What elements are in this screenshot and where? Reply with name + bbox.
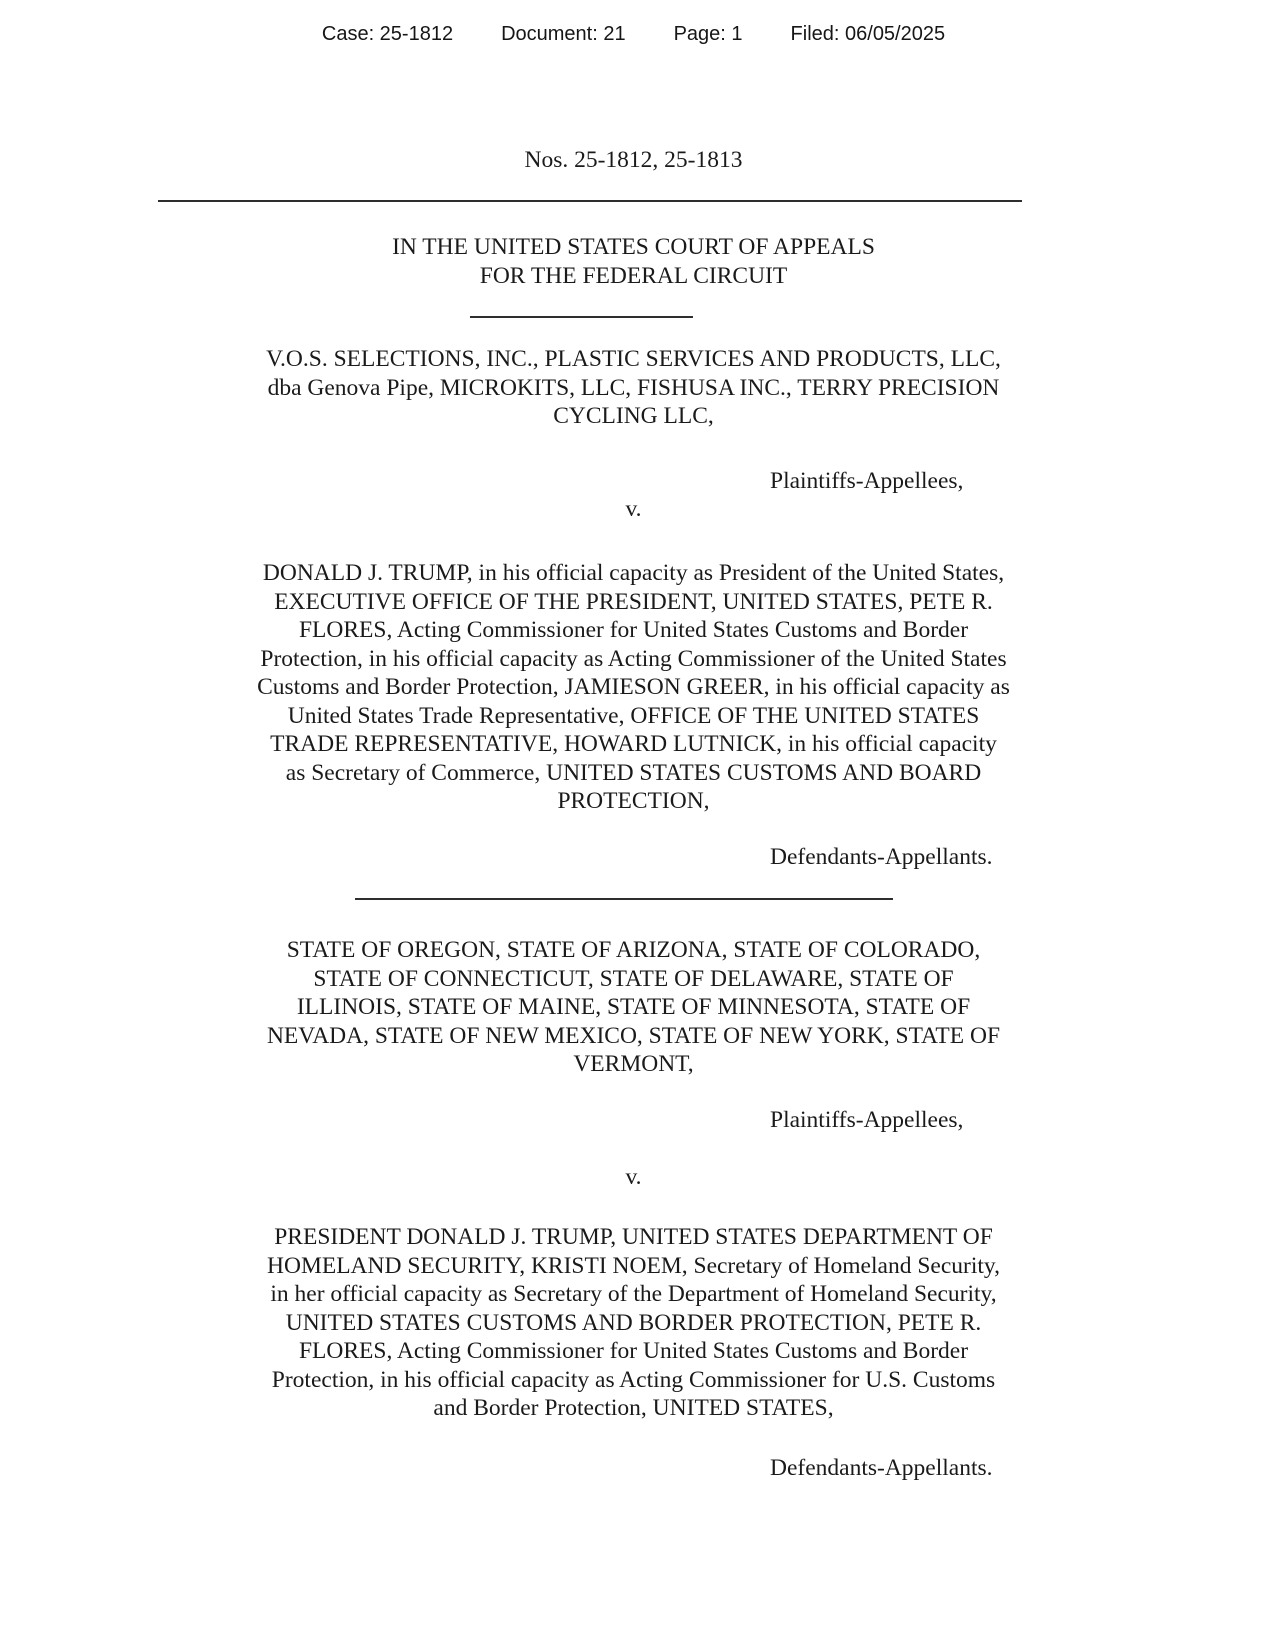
party-line: V.O.S. SELECTIONS, INC., PLASTIC SERVICES AND PRODUCTS, LLC, — [266, 346, 1001, 372]
party-line: Protection, in his official capacity as Acting Commissioner of the United States — [260, 645, 1007, 672]
stamp-document-number: Document: 21 — [501, 23, 626, 45]
party-line: HOMELAND SECURITY, KRISTI NOEM, Secretary of Homeland Security, — [267, 1252, 1000, 1279]
party-line: Customs and Border Protection, JAMIESON GREER, in his official capacity as — [257, 674, 1010, 700]
party-line: FLORES, Acting Commissioner for United States Customs and Border — [298, 617, 969, 643]
party-line: in her official capacity as Secretary of the Department of Homeland Security, — [270, 1281, 997, 1307]
case-separator-divider — [355, 898, 893, 900]
stamp-case-number: Case: 25-1812 — [321, 23, 454, 45]
party-line: DONALD J. TRUMP, in his official capacity as President of the United States, — [262, 560, 1005, 586]
party-line: VERMONT, — [573, 1051, 694, 1077]
party-line: as Secretary of Commerce, UNITED STATES CUSTOMS AND BOARD — [285, 759, 982, 786]
ecf-stamp-header — [0, 22, 1267, 46]
party-line: STATE OF OREGON, STATE OF ARIZONA, STATE OF COLORADO, — [286, 937, 981, 963]
party-line: FLORES, Acting Commissioner for United States Customs and Border — [298, 1338, 969, 1364]
party-line: CYCLING LLC, — [553, 403, 714, 429]
court-name-line-2: FOR THE FEDERAL CIRCUIT — [479, 262, 788, 289]
party-line: PRESIDENT DONALD J. TRUMP, UNITED STATES DEPARTMENT OF — [274, 1224, 993, 1250]
case2-defendants-designation: Defendants-Appellants. — [770, 1455, 993, 1481]
court-name-divider — [470, 316, 693, 318]
case2-plaintiffs-block — [90, 936, 1177, 1079]
party-line: NEVADA, STATE OF NEW MEXICO, STATE OF NEW YORK, STATE OF — [266, 1022, 1001, 1049]
party-line: dba Genova Pipe, MICROKITS, LLC, FISHUSA INC., TERRY PRECISION — [267, 374, 1000, 401]
case1-plaintiffs-block — [90, 345, 1177, 431]
stamp-page-number: Page: 1 — [673, 23, 743, 45]
party-line: United States Trade Representative, OFFICE OF THE UNITED STATES — [287, 702, 980, 729]
party-line: PROTECTION, — [557, 788, 710, 814]
party-line: ILLINOIS, STATE OF MAINE, STATE OF MINNESOTA, STATE OF — [296, 994, 971, 1020]
party-line: STATE OF CONNECTICUT, STATE OF DELAWARE, STATE OF — [313, 965, 954, 992]
caption-top-divider — [158, 200, 1022, 202]
party-line: Protection, in his official capacity as Acting Commissioner for U.S. Customs — [271, 1366, 996, 1393]
docket-numbers: Nos. 25-1812, 25-1813 — [524, 147, 743, 173]
party-line: UNITED STATES CUSTOMS AND BORDER PROTECTION, PETE R. — [285, 1309, 982, 1336]
court-name-line-1: IN THE UNITED STATES COURT OF APPEALS — [392, 234, 875, 260]
party-line: EXECUTIVE OFFICE OF THE PRESIDENT, UNITED STATES, PETE R. — [274, 588, 993, 615]
case2-defendants-block — [90, 1223, 1177, 1423]
court-name — [0, 233, 1267, 290]
case2-versus-label: v. — [625, 1164, 642, 1190]
case1-versus-label: v. — [625, 496, 642, 522]
party-line: TRADE REPRESENTATIVE, HOWARD LUTNICK, in his official capacity — [270, 731, 997, 757]
case1-defendants-designation: Defendants-Appellants. — [770, 844, 993, 870]
party-line: and Border Protection, UNITED STATES, — [433, 1395, 834, 1421]
case2-plaintiffs-designation: Plaintiffs-Appellees, — [770, 1107, 964, 1133]
case1-defendants-block — [90, 559, 1177, 816]
case1-plaintiffs-designation: Plaintiffs-Appellees, — [770, 468, 964, 494]
stamp-filed-date: Filed: 06/05/2025 — [790, 23, 946, 45]
